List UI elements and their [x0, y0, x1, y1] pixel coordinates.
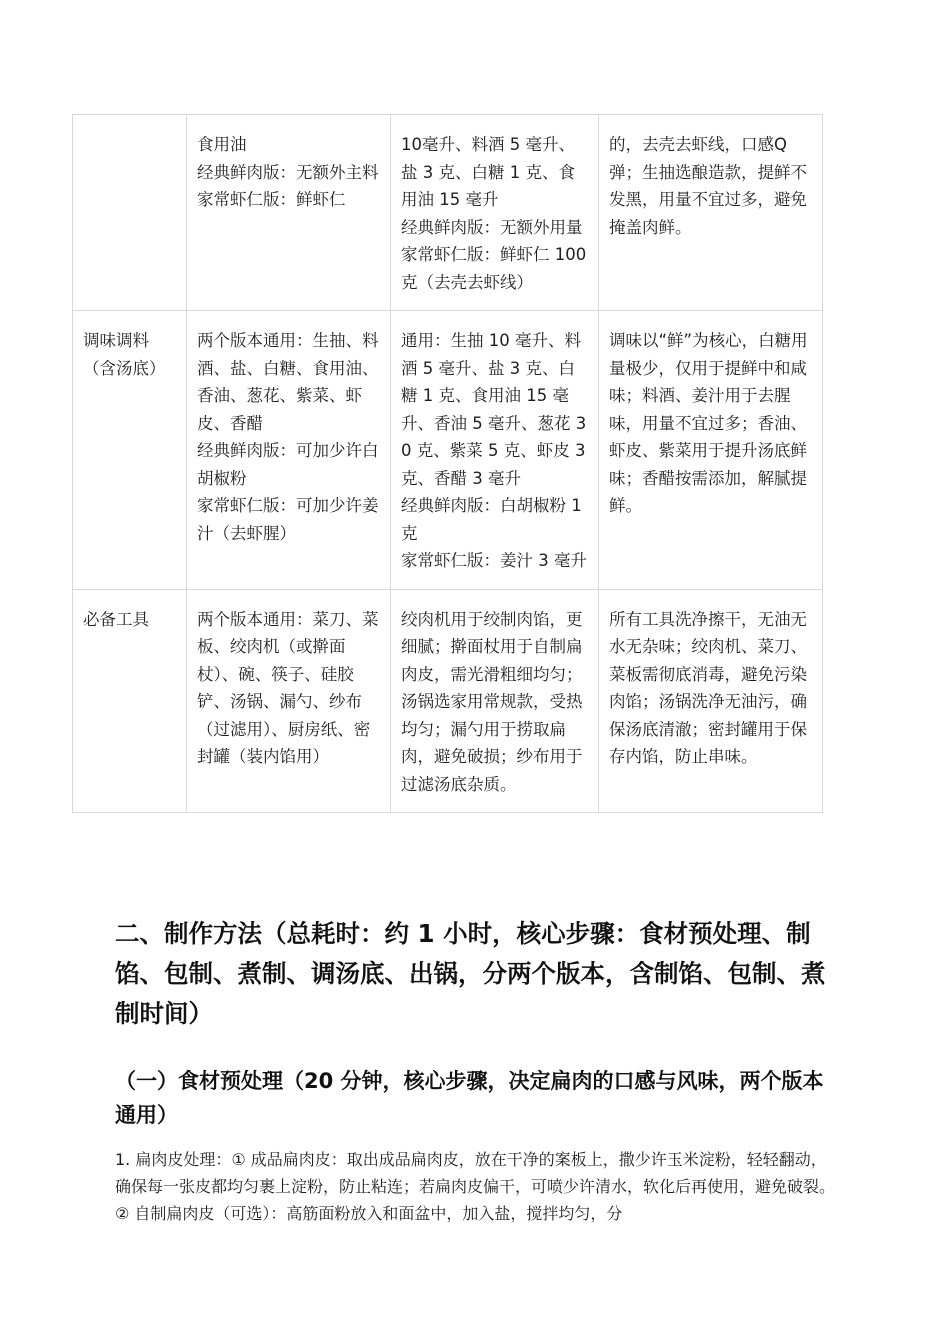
ingredients-cell [187, 311, 391, 590]
body-paragraph: 1. 扁肉皮处理：① 成品扁肉皮：取出成品扁肉皮，放在干净的案板上，撒少许玉米淀粉，轻轻翻动，确保每一张皮都均匀裹上淀粉，防止粘连；若扁肉皮偏干，可喷少许清水，软化后再使用，避免破裂。② 自制扁肉皮（可选）：高筋面粉放入和面盆中，加入盐，搅拌均匀，分 [115, 1150, 836, 1223]
cell-line: 通用：生抽 10 毫升、料酒 5 毫升、盐 3 克、白糖 1 克、食用油 15 毫升、香油 5 毫升、葱花 30 克、紫菜 5 克、虾皮 3 克、香醋 3 毫升 [401, 331, 587, 488]
recipe-table [72, 114, 823, 813]
cell-line: 经典鲜肉版：白胡椒粉 1 克 [401, 496, 582, 543]
cell-line: 调味以“鲜”为核心，白糖用量极少，仅用于提鲜中和咸味；料酒、姜汁用于去腥味，用量不宜过多；香油、虾皮、紫菜用于提升汤底鲜味；香醋按需添加，解腻提鲜。 [609, 331, 808, 515]
cell-line: 家常虾仁版：鲜虾仁 [197, 190, 346, 209]
table-row [73, 115, 823, 311]
row-label-cell [73, 589, 187, 813]
amounts-cell [391, 115, 599, 311]
row-label-cell [73, 311, 187, 590]
cell-line: 的，去壳去虾线，口感Q弹；生抽选酿造款，提鲜不发黑，用量不宜过多，避免掩盖肉鲜。 [609, 135, 807, 237]
notes-cell [599, 589, 823, 813]
cell-line: 经典鲜肉版：可加少许白胡椒粉 [197, 441, 379, 488]
cell-line: 10毫升、料酒 5 毫升、盐 3 克、白糖 1 克、食用油 15 毫升 [401, 135, 575, 209]
row-label: 必备工具 [83, 609, 149, 629]
ingredients-cell [187, 589, 391, 813]
cell-line: 两个版本通用：生抽、料酒、盐、白糖、食用油、香油、葱花、紫菜、虾皮、香醋 [197, 331, 379, 433]
cell-line: 食用油 [197, 135, 247, 154]
cell-line: 经典鲜肉版：无额外用量 [401, 217, 583, 237]
table-row [73, 311, 823, 590]
amounts-cell [391, 311, 599, 590]
cell-line: 绞肉机用于绞制肉馅，更细腻；擀面杖用于自制扁肉皮，需光滑粗细均匀；汤锅选家用常规款，受热均匀；漏勺用于捞取扁肉，避免破损；纱布用于过滤汤底杂质。 [401, 609, 583, 794]
table-row [73, 589, 823, 813]
cell-line: 两个版本通用：菜刀、菜板、绞肉机（或擀面杖）、碗、筷子、硅胶铲、汤锅、漏勺、纱布（过滤用）、厨房纸、密封罐（装内馅用） [197, 609, 379, 766]
cell-line: 所有工具洗净擦干，无油无水无杂味；绞肉机、菜刀、菜板需彻底消毒，避免污染肉馅；汤锅洗净无油污，确保汤底清澈；密封罐用于保存内馅，防止串味。 [609, 609, 807, 766]
cell-line: 家常虾仁版：姜汁 3 毫升 [401, 551, 587, 570]
amounts-cell [391, 589, 599, 813]
cell-line: 家常虾仁版：可加少许姜汁（去虾腥） [197, 496, 379, 543]
cell-line: 家常虾仁版：鲜虾仁 100 克（去壳去虾线） [401, 245, 587, 292]
cell-line: 经典鲜肉版：无额外主料 [197, 162, 379, 182]
row-label-cell [73, 115, 187, 311]
ingredients-cell [187, 115, 391, 311]
section-heading: 二、制作方法（总耗时：约 1 小时，核心步骤：食材预处理、制馅、包制、煮制、调汤底、出锅，分两个版本，含制馅、包制、煮制时间） [115, 919, 826, 1028]
notes-cell [599, 115, 823, 311]
row-label: 调味调料（含汤底） [83, 331, 166, 378]
sub-section-heading: （一）食材预处理（20 分钟，核心步骤，决定扁肉的口感与风味，两个版本通用） [115, 1069, 824, 1127]
notes-cell [599, 311, 823, 590]
